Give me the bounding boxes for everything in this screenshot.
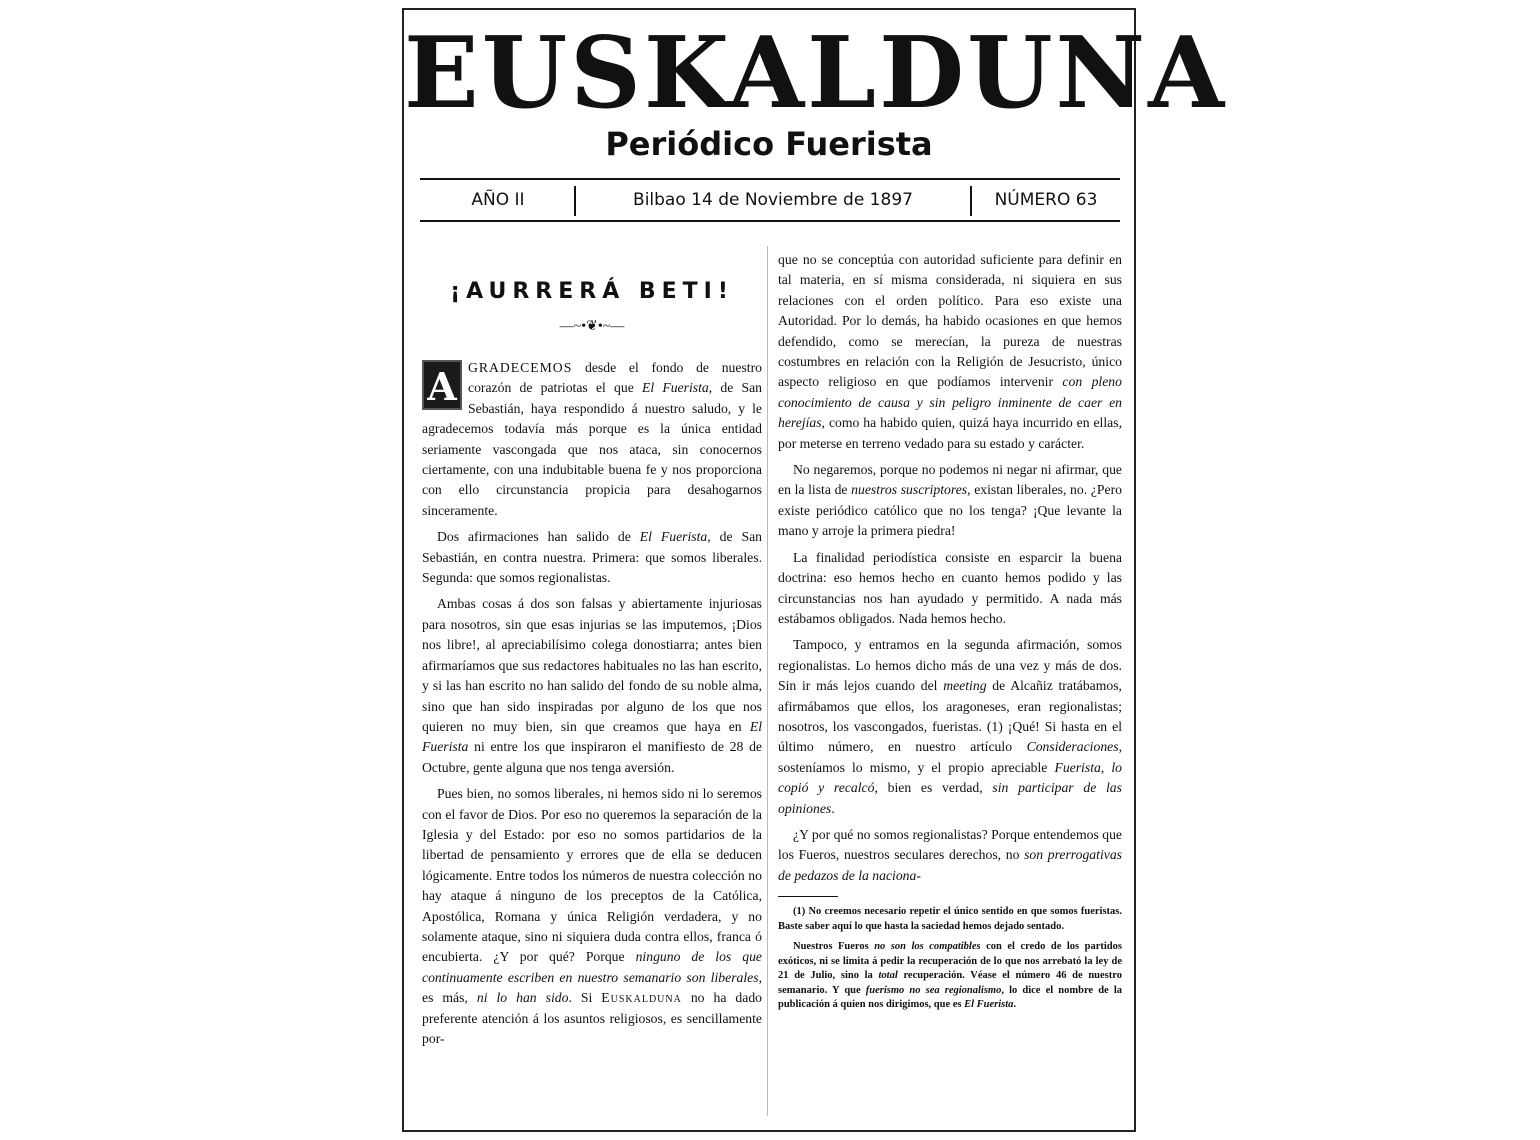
italic-text: Consideraciones [1026,739,1119,755]
text: ¿Y por qué no somos regionalistas? Porque entendemos que los Fueros, nuestros seculares derechos, no [778,826,1122,863]
text: Dos afirmaciones han salido de [437,529,640,545]
paragraph [422,784,762,1049]
text: Ambas cosas á dos son falsas y abiertamente injuriosas para nosotros, sin que esas injurias se las imputemos, ¡Dios nos libre!, al apreciabilísimo colega donostiarra; antes bien afirmaríamos que sus redactores habituales no las han escrito, y si las han escrito no han salido del fondo de su noble alma, sino que han sido inspiradas por alguno de los que nos quieren no muy bien, sin que creamos que haya en [422,596,762,734]
italic-text: Fuerista [1054,759,1101,775]
text: Nuestros Fueros [793,941,875,953]
italic-text: ninguno de los que continuamente escriben en nuestro semanario son liberales [422,949,762,985]
text: , es más, [422,969,762,1006]
italic-text: El Fuerista [641,380,709,396]
issue-number: NÚMERO 63 [994,190,1098,210]
italic-text: son prerrogativas de pedazos de la naciona- [778,847,1123,883]
italic-text: no son los compatibles [874,941,981,953]
paragraph [778,460,1122,542]
text: Pues bien, no somos liberales, ni hemos sido ni lo seremos con el favor de Dios. Por eso no queremos la separación de la Iglesia y del Estado: por eso no somos partidarios de la libertad de pensamiento y errores que de ella se deducen lógicamente. Entre todos los números de nuestra colección no hay ataque á ninguno de los preceptos de la Católica, Apostólica, Romana y única Religión verdadera, y no solamente ataque, sino ni siquiera duda contra ellos, franca ó encubierta. ¿Y por qué? Porque [422,786,762,965]
newspaper-page [402,8,1228,1132]
text: . [831,800,835,816]
lead-word: GRADECEMOS [468,360,573,375]
paragraph [778,825,1122,886]
text: ni entre los que inspiraron el manifiesto de 28 de Octubre, gente alguna que nos tenga aversión. [422,739,762,775]
text: , existan liberales, no. ¿Pero existe periódico católico que no los tenga? ¡Que levante la mano y arroje la primera piedra! [778,482,1122,539]
italic-text: fuerismo no sea regionalismo [865,984,1002,996]
paragraph [422,594,762,778]
paragraph [778,548,1122,630]
italic-text: El Fuerista [639,529,708,545]
italic-text: ni lo han sido [476,990,569,1006]
footnote [778,940,1122,1013]
italic-text: lo copió y recalcó [778,759,1122,796]
issue-info-bar [420,178,1120,222]
column-divider [767,246,768,1116]
masthead-subtitle: Periódico Fuerista [605,125,933,163]
italic-text: El Fuerista [964,999,1014,1011]
text: , [1100,759,1112,775]
footnote-rule [778,896,838,897]
text: Tampoco, y entramos en la segunda afirmación, somos regionalistas. Lo hemos dicho más de una vez y más de dos. Sin ir más lejos cuando del [778,637,1122,694]
year-label: AÑO II [471,190,525,210]
left-column [422,246,762,1055]
paragraph [778,635,1122,819]
text: desde el fondo de nuestro corazón de patriotas el que [468,360,762,396]
text: No negaremos, porque no podemos ni negar ni afirmar, que en la lista de [778,462,1122,498]
text: no ha dado preferente atención á los asuntos religiosos, es sencillamente por- [422,990,763,1046]
text: que no se conceptúa con autoridad suficiente para definir en tal materia, en sí misma considerada, ni siquiera en sus relaciones con el orden político. Para eso existe una Autoridad. Por lo demás, ha habido ocasiones en que hemos defendido, como se merecían, la pureza de nuestras costumbres en relación con la Religión de Jesucristo, único aspecto religioso en que podíamos intervenir [778,252,1122,390]
ornament-divider: —~•❦•~— [559,319,625,334]
text: . [1013,999,1017,1011]
text: , sosteníamos lo mismo, y el propio apreciable [778,739,1122,775]
footnote: (1) No creemos necesario repetir el único sentido en que somos fueristas. Baste saber aquí lo que hasta la saciedad hemos dejado sentado. [778,906,1122,932]
italic-text: con pleno conocimiento de causa y sin peligro inminente de caer en herejías [778,374,1122,431]
text: , bien es verdad, [874,780,993,796]
italic-text: meeting [943,678,987,694]
paragraph [422,527,762,588]
text: , de San Sebastián, en contra nuestra. Primera: que somos liberales. Segunda: que somos regionalistas. [422,529,763,586]
text: , lo dice el nombre de la publicación á quien nos dirigimos, que es [778,984,1122,1011]
paragraph [778,250,1122,454]
text: , de San Sebastián, haya respondido á nuestro saludo, y le agradecemos todavía más porque es la única entidad seriamente vascongada que nos ataca, sin conocernos ciertamente, con una indubitable buena fe y nos proporciona con ello circunstancia propicia para desahogarnos sinceramente. [422,380,762,518]
right-column [778,250,1122,1019]
paragraph [422,358,762,521]
text: La finalidad periodística consiste en esparcir la buena doctrina: eso hemos hecho en cuanto hemos podido y las circunstancias nos han ayudado y permitido. A nada más estábamos obligados. Nada hemos hecho. [778,549,1122,626]
italic-text: El Fuerista [422,718,762,755]
italic-text: total [878,970,898,982]
text: recuperación. Véase el número 46 de nuestro semanario. Y que [778,970,1122,996]
text: , como ha habido quien, quizá haya incurrido en ellas, por meterse en terreno vedado para su estado y carácter. [778,415,1122,451]
italic-text: nuestros suscriptores [851,482,968,498]
issue-date: Bilbao 14 de Noviembre de 1897 [633,190,913,210]
italic-text: sin participar de las opiniones [778,780,1122,816]
masthead-title: EUSKALDUNA [404,16,1228,131]
dropcap-letter: A [422,360,462,410]
smallcaps-text: Euskalduna [601,990,682,1006]
article-headline: ¡AURRERÁ BETI! [450,279,734,304]
text: . Si [568,990,602,1006]
text: con el credo de los partidos exóticos, ni se limita á pedir la recuperación de lo que nos arrebató la ley de 21 de Julio, sino la [778,941,1122,982]
text: de Alcañiz tratábamos, afirmábamos que ellos, los aragoneses, eran regionalistas; nosotros, los vascongados, fueristas. (1) ¡Qué! Si hasta en el último número, en nuestro artículo [778,678,1122,755]
